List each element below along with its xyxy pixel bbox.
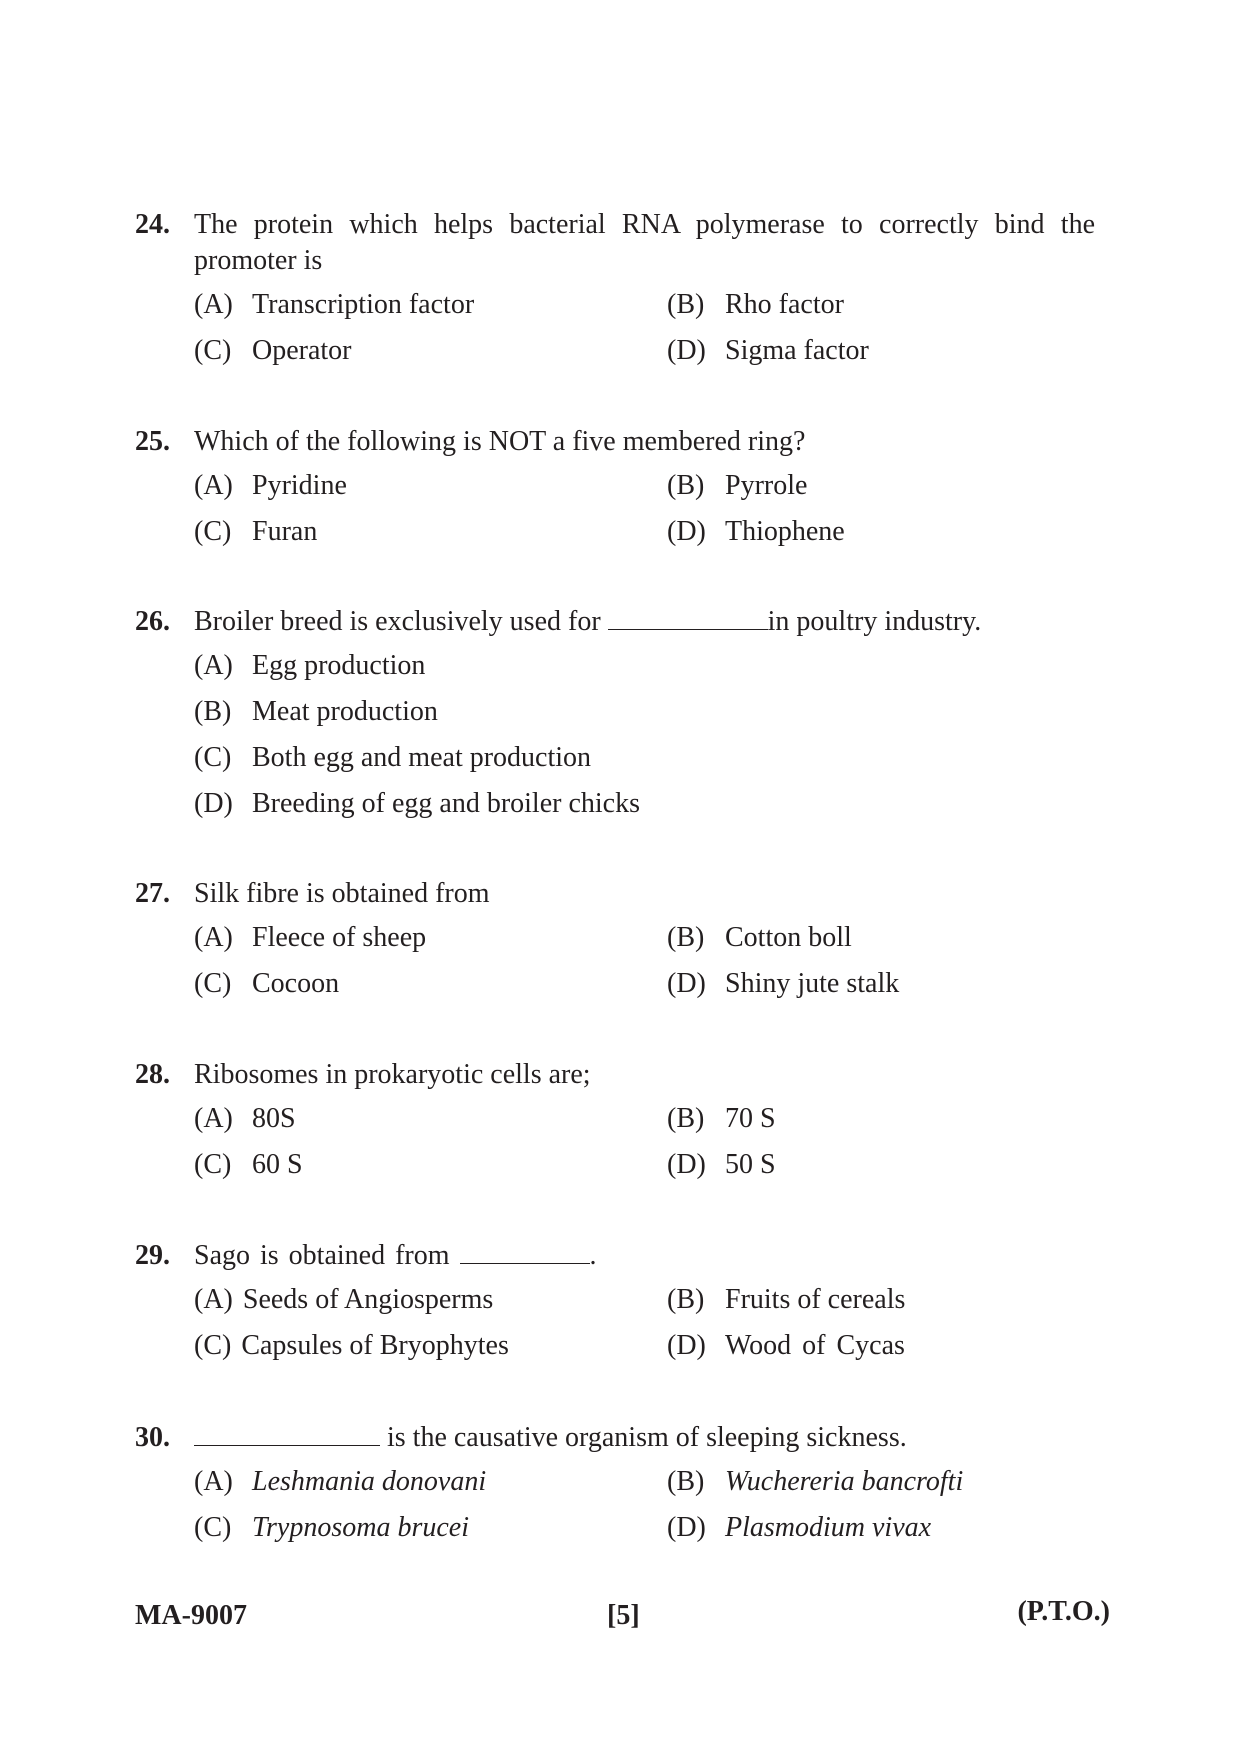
option-text: Plasmodium vivax [725, 1512, 932, 1543]
answer-options [194, 1464, 1095, 1546]
option-letter: (A) [194, 289, 233, 320]
option-c [194, 966, 667, 1002]
question-27 [135, 876, 1095, 1002]
option-d [667, 966, 1095, 1002]
answer-options [194, 648, 1095, 822]
option-d [667, 514, 1095, 550]
answer-blank [608, 607, 768, 630]
option-c [194, 740, 1095, 776]
option-text: 70 S [725, 1103, 776, 1134]
option-letter: (A) [194, 650, 233, 681]
option-letter: (D) [667, 1512, 706, 1543]
option-text: Fleece of sheep [252, 922, 427, 953]
question-30 [135, 1420, 1095, 1546]
question-number: 27. [135, 878, 170, 909]
answer-options [194, 1101, 1095, 1183]
option-letter: (C) [194, 968, 232, 999]
option-letter: (C) [194, 335, 232, 366]
option-a [194, 1101, 667, 1137]
question-text: Which of the following is NOT a five membered ring? [194, 426, 806, 457]
option-letter: (C) [194, 516, 232, 547]
option-text: Both egg and meat production [252, 742, 592, 773]
option-d [667, 1147, 1095, 1183]
option-text: Cotton boll [725, 922, 852, 953]
option-text: Breeding of egg and broiler chicks [252, 788, 640, 819]
option-text: Wood of Cycas [725, 1330, 905, 1361]
question-24 [135, 207, 1095, 369]
question-text-line-2: promoter is [194, 245, 323, 276]
option-text: Furan [252, 516, 318, 547]
option-text: Seeds of Angiosperms [242, 1284, 494, 1315]
option-a [194, 1464, 667, 1500]
question-text [194, 604, 1095, 640]
question-text: Ribosomes in prokaryotic cells are; [194, 1059, 591, 1090]
option-text: Thiophene [725, 516, 845, 547]
option-text: 60 S [252, 1149, 303, 1180]
option-a [194, 648, 1095, 684]
paper-code: MA-9007 [135, 1600, 247, 1631]
question-text-line-1: The protein which helps bacterial RNA polymerase to correctly bind the [194, 209, 1095, 240]
option-c [194, 1510, 667, 1546]
option-b [667, 920, 1095, 956]
question-26 [135, 604, 1095, 822]
question-28 [135, 1057, 1095, 1183]
option-text: Fruits of cereals [725, 1284, 906, 1315]
option-letter: (A) [194, 470, 233, 501]
option-d [667, 1510, 1095, 1546]
question-number: 25. [135, 426, 170, 457]
please-turn-over: (P.T.O.) [1017, 1596, 1110, 1627]
option-c [194, 1147, 667, 1183]
option-text: Wuchereria bancrofti [725, 1466, 964, 1497]
option-b [667, 1282, 1095, 1318]
option-letter: (B) [667, 1284, 705, 1315]
option-letter: (D) [667, 1149, 706, 1180]
option-a [194, 287, 667, 323]
question-number: 29. [135, 1240, 170, 1271]
question-text-after-blank: in poultry industry. [767, 606, 982, 637]
option-c [194, 514, 667, 550]
question-text [194, 1238, 1095, 1274]
option-text: Capsules of Bryophytes [241, 1330, 509, 1361]
option-letter: (A) [194, 922, 233, 953]
option-letter: (A) [194, 1103, 233, 1134]
option-text: Leshmania donovani [252, 1466, 487, 1497]
option-letter: (D) [667, 968, 706, 999]
option-text: Shiny jute stalk [725, 968, 900, 999]
option-text: Operator [252, 335, 352, 366]
question-text-after-blank: is the causative organism of sleeping sickness. [380, 1422, 907, 1453]
option-a [194, 920, 667, 956]
option-letter: (C) [194, 742, 232, 773]
option-b [667, 287, 1095, 323]
option-b [667, 1101, 1095, 1137]
answer-options [194, 287, 1095, 369]
question-text [194, 207, 1095, 279]
question-text-after-blank: . [589, 1240, 597, 1271]
option-d [667, 1328, 1095, 1364]
option-b [667, 468, 1095, 504]
question-text: Silk fibre is obtained from [194, 878, 490, 909]
answer-blank [194, 1423, 380, 1446]
option-c [194, 333, 667, 369]
question-text [194, 1420, 1095, 1456]
question-number: 28. [135, 1059, 170, 1090]
option-b [194, 694, 1095, 730]
option-text: Egg production [252, 650, 426, 681]
question-text-before-blank: Broiler breed is exclusively used for [194, 606, 608, 637]
answer-options [194, 468, 1095, 550]
option-text: 80S [252, 1103, 296, 1134]
answer-options [194, 1282, 1095, 1364]
question-number: 24. [135, 209, 170, 240]
option-letter: (D) [667, 516, 706, 547]
option-text: Trypnosoma brucei [252, 1512, 469, 1543]
option-letter: (B) [667, 1466, 705, 1497]
option-c [194, 1328, 667, 1364]
option-text: Cocoon [252, 968, 340, 999]
option-a [194, 468, 667, 504]
option-b [667, 1464, 1095, 1500]
question-29 [135, 1238, 1095, 1364]
answer-blank [460, 1241, 590, 1264]
option-letter: (B) [194, 696, 232, 727]
option-text: Rho factor [725, 289, 844, 320]
option-letter: (C) [194, 1149, 232, 1180]
option-d [667, 333, 1095, 369]
question-number: 30. [135, 1422, 170, 1453]
option-letter: (B) [667, 470, 705, 501]
option-text: Meat production [252, 696, 438, 727]
option-letter: (A) [194, 1466, 233, 1497]
option-letter: (C) [194, 1330, 232, 1361]
answer-options [194, 920, 1095, 1002]
option-text: 50 S [725, 1149, 776, 1180]
question-text-before-blank: Sago is obtained from [194, 1240, 460, 1271]
question-number: 26. [135, 606, 170, 637]
question-25 [135, 424, 1095, 550]
option-letter: (D) [194, 788, 233, 819]
option-letter: (D) [667, 1330, 706, 1361]
option-text: Pyrrole [725, 470, 808, 501]
page-number: [5] [607, 1600, 640, 1631]
option-text: Sigma factor [725, 335, 869, 366]
option-letter: (A) [194, 1284, 233, 1315]
option-letter: (C) [194, 1512, 232, 1543]
option-letter: (B) [667, 1103, 705, 1134]
option-a [194, 1282, 667, 1318]
option-letter: (B) [667, 289, 705, 320]
option-text: Pyridine [252, 470, 347, 501]
option-letter: (D) [667, 335, 706, 366]
option-d [194, 786, 1095, 822]
option-text: Transcription factor [252, 289, 475, 320]
option-letter: (B) [667, 922, 705, 953]
